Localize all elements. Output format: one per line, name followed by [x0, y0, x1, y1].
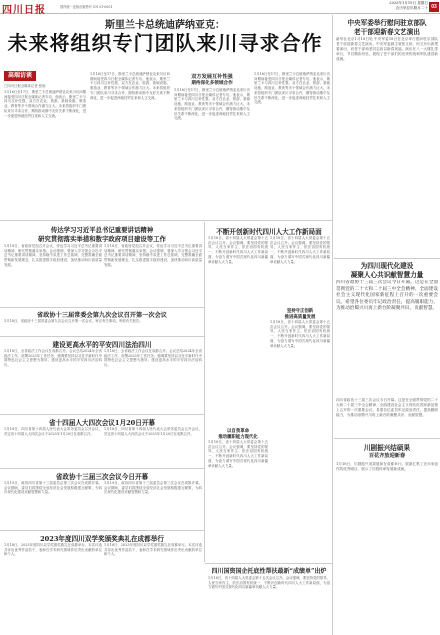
article-subtitle: 研究贯彻落实举措和数字政府项目建设等工作: [38, 235, 166, 243]
lead-byline: □四川日报全媒体记者 张琼: [4, 84, 46, 88]
article-body-cont: 四川省政协十三届三次会议今日开幕。这是在全面贯彻党的二十大和二十届三中全会精神、全面建设社会主义现代化国家新征程上召开的一次重要会议。希望各位委员牢记政治责任，提高履职能力，为推动治蜀兴川再上新台阶凝聚共识、贡献智慧。: [336, 398, 438, 417]
article-body: 1月18日，省十四届人大常委会第十五次会议召开。会议强调，要坚持党的领导、人民当家作主、依法治国有机统一，不断开创新时代四川人大工作新局面，为奋力谱写中国式现代化四川新篇章贡献人大力量。: [208, 576, 330, 590]
article-body-cont: 1月18日，全省政法工作会议在成都召开。会议总结2024年全省政法工作，部署2025年工作任务，强调要坚持以习近平新时代中国特色社会主义思想为指导，建设更高水平的平安四川法治四川。: [104, 349, 202, 368]
section-divider: [0, 530, 204, 531]
article-title: 川剧振兴结硕果: [363, 444, 411, 452]
masthead: [0, 0, 440, 14]
article-body: 1月18日，2023年度四川双学奖颁奖典礼在成都举行。本次评选共评出优秀作品若干，表彰在学术研究领域作出突出贡献的单位和个人。: [4, 543, 102, 557]
article-inline-heading-2: 推进高质量发展: [284, 315, 316, 320]
page-number-badge: 03: [429, 2, 439, 12]
column-divider: [204, 222, 205, 562]
issue-date-line: 2025年1月19日 星期日: [389, 1, 428, 5]
article-title: 为四川现代化建设: [360, 262, 414, 270]
section-divider: [0, 414, 204, 415]
lead-kicker: 斯里兰卡总统迪萨纳亚克：: [105, 20, 225, 31]
section-divider: [205, 563, 333, 564]
lunar-date-line: 农历甲辰年腊月二十: [395, 5, 428, 10]
article-body: 1月18日，四川省第十四届人民代表大会常务委员会召开会议，决定省十四届人大四次会议于2025年1月20日在成都召开。: [4, 427, 102, 436]
lead-side-subtitle: 期待深化多领域合作: [191, 81, 233, 86]
section-divider: [0, 307, 204, 308]
article-inline-heading: 坚持守正创新: [286, 309, 314, 314]
section-divider: [334, 438, 440, 439]
article-title: 不断开创新时代四川人大工作新局面: [216, 228, 322, 236]
article-body-cont: 1月18日，四川省第十四届人民代表大会常务委员会召开会议，决定省十四届人大四次会议于2025年1月20日在成都召开。: [104, 427, 202, 436]
article-body-cont: 1月18日，省十四届人大常委会第十五次会议召开。会议强调，要坚持党的领导、人民当家作主、依法治国有机统一，不断开创新时代四川人大工作新局面，为奋力谱写中国式现代化四川新篇章贡献人大力量。: [208, 440, 268, 468]
article-body: 1月18日，川剧振兴成果展演在成都举行。展演汇集了近年来创作的优秀剧目，展示了川剧传承发展新成就。: [336, 462, 438, 471]
article-body-cont: 1月18日，2023年度四川双学奖颁奖典礼在成都举行。本次评选共评出优秀作品若干，表彰在学术研究领域作出突出贡献的单位和个人。: [104, 543, 202, 557]
lead-side-title: 双方发展互补性强: [191, 74, 233, 80]
article-body: 1月19日，政协四川省第十三届委员会第三次会议在成都开幕。会议期间，委员们将围绕全省经济社会发展积极建言献策，为四川现代化建设贡献智慧和力量。: [4, 481, 102, 495]
section-divider: [0, 220, 332, 221]
lead-body-col2: 1月16日至17日，斯里兰卡总统迪萨纳亚克来川访问期间接受四川日报全媒体记者专访。他表示，斯里兰卡与四川互补性强，双方在农业、旅游、基础设施、制造业、教育等多个领域合作潜力巨大。未来将组织专门团队来川寻求合作，期待推动斯中友好关系不断深化，进一步促进两地经贸往来和人文交流。: [90, 72, 170, 100]
lead-body-col3: 1月16日至17日，斯里兰卡总统迪萨纳亚克来川访问期间接受四川日报全媒体记者专访。他表示，斯里兰卡与四川互补性强，双方在农业、旅游、基础设施、制造业、教育等多个领域合作潜力巨大。未来将组织专门团队来川寻求合作，期待推动斯中友好关系不断深化，进一步促进两地经贸往来和人文交流。: [174, 88, 250, 121]
article-body: 1月18日，省政协十三届常委会第九次会议召开第一次会议，审议有关事项，听取有关报告。: [4, 319, 143, 323]
issue-date: [358, 1, 428, 10]
right-top-title-line2: 老干部迎新春文艺演出: [354, 28, 420, 36]
article-body-cont: 1月18日，省十四届人大常委会第十五次会议召开。会议强调，要坚持党的领导、人民当家作主、依法治国有机统一，不断开创新时代四川人大工作新局面，为奋力谱写中国式现代化四川新篇章贡献人大力量。: [270, 236, 330, 264]
article-title: 2023年度四川双学奖颁奖典礼在成都举行: [40, 535, 164, 543]
article-body-cont: 1月18日，省十四届人大常委会第十五次会议召开。会议强调，要坚持党的领导、人民当家作主、依法治国有机统一，不断开创新时代四川人大工作新局面，为奋力谱写中国式现代化四川新篇章贡献人大力量。: [270, 320, 330, 348]
article-title-line2: 凝聚人心共识献智慧力量: [350, 271, 424, 279]
article-inline-heading-2: 推动履职能力现代化: [218, 435, 258, 440]
section-divider: [334, 258, 440, 259]
column-divider: [332, 15, 333, 635]
article-title: 传达学习习近平总书记重要讲话精神: [50, 226, 154, 234]
article-body: 1月18日，全省政法工作会议在成都召开。会议总结2024年全省政法工作，部署2025年工作任务，强调要坚持以习近平新时代中国特色社会主义思想为指导，建设更高水平的平安四川法治四川。: [4, 349, 102, 368]
article-body-cont: 1月18日，省政府党组召开会议，传达学习习近平总书记重要讲话精神，研究贯彻落实举措。会议强调，要深入学习领会习近平总书记重要讲话精神，坚持稳中求进工作总基调，完整准确全面贯彻新发展理念，扎实推进数字政府建设，加快推动四川高质量发展。: [104, 244, 202, 267]
article-body-cont: 1月19日，政协四川省第十三届委员会第三次会议在成都开幕。会议期间，委员们将围绕全省经济社会发展积极建言献策，为四川现代化建设贡献智慧和力量。: [104, 481, 202, 495]
article-title: 省十四届人大四次会议1月20日开幕: [48, 419, 156, 427]
section-divider: [0, 336, 204, 337]
newspaper-logo: 四川日报: [2, 5, 46, 16]
right-top-body: 新华社北京1月18日电 中央军委18日在北京举行慰问驻京部队老干部迎新春文艺演出。中央军委副主席张又侠、何卫东出席观看演出，向老干部和老同志致以新春祝福。演出在八一大楼礼堂举行，节目精彩纷呈，展现了老干部们的光荣传统和军队建设新成就。: [336, 37, 438, 61]
section-divider: [0, 468, 204, 469]
article-subtitle: 百花齐放迎新春: [368, 453, 406, 459]
article-inline-heading: 以自我革命: [227, 429, 249, 434]
section-tag: 高端访谈: [4, 71, 36, 81]
lead-headline: 未来将组织专门团队来川寻求合作: [7, 31, 323, 55]
lead-body-col4: 1月16日至17日，斯里兰卡总统迪萨纳亚克来川访问期间接受四川日报全媒体记者专访。他表示，斯里兰卡与四川互补性强，双方在农业、旅游、基础设施、制造业、教育等多个领域合作潜力巨大。未来将组织专门团队来川寻求合作，期待推动斯中友好关系不断深化，进一步促进两地经贸往来和人文交流。: [254, 72, 330, 105]
right-top-title-line1: 中央军委举行慰问驻京部队: [347, 19, 427, 27]
article-body: 1月18日，省政府党组召开会议，传达学习习近平总书记重要讲话精神，研究贯彻落实举措。会议强调，要深入学习领会习近平总书记重要讲话精神，坚持稳中求进工作总基调，完整准确全面贯彻新发展理念，扎实推进数字政府建设，加快推动四川高质量发展。: [4, 244, 102, 267]
article-title: 建设更高水平的平安四川法治四川: [52, 341, 152, 349]
article-title: 四川国资国企托底性帮扶最新“成绩单”出炉: [211, 568, 327, 575]
article-body: 1月18日，省十四届人大常委会第十五次会议召开。会议强调，要坚持党的领导、人民当家作主、依法治国有机统一，不断开创新时代四川人大工作新局面，为奋力谱写中国式现代化四川新篇章贡献人大力量。: [208, 236, 268, 264]
article-title: 省政协十三届三次会议今日开幕: [55, 473, 149, 481]
publication-info: 国内统一连续出版物号 CN 51-0001: [60, 5, 113, 9]
article-body: 四川省政协十三届三次会议今日开幕。这是在全面贯彻党的二十大和二十届三中全会精神、全面建设社会主义现代化国家新征程上召开的一次重要会议。希望各位委员牢记政治责任，提高履职能力，为推动治蜀兴川再上新台阶凝聚共识、贡献智慧。: [336, 280, 438, 311]
article-title: 省政协十三届常委会第九次会议召开第一次会议: [37, 312, 167, 319]
lead-body-col1: 1月16日至17日，斯里兰卡总统迪萨纳亚克来川访问期间接受四川日报全媒体记者专访。他表示，斯里兰卡与四川互补性强，双方在农业、旅游、基础设施、制造业、教育等多个领域合作潜力巨大。未来将组织专门团队来川寻求合作，期待推动斯中友好关系不断深化，进一步促进两地经贸往来和人文交流。: [4, 90, 86, 118]
